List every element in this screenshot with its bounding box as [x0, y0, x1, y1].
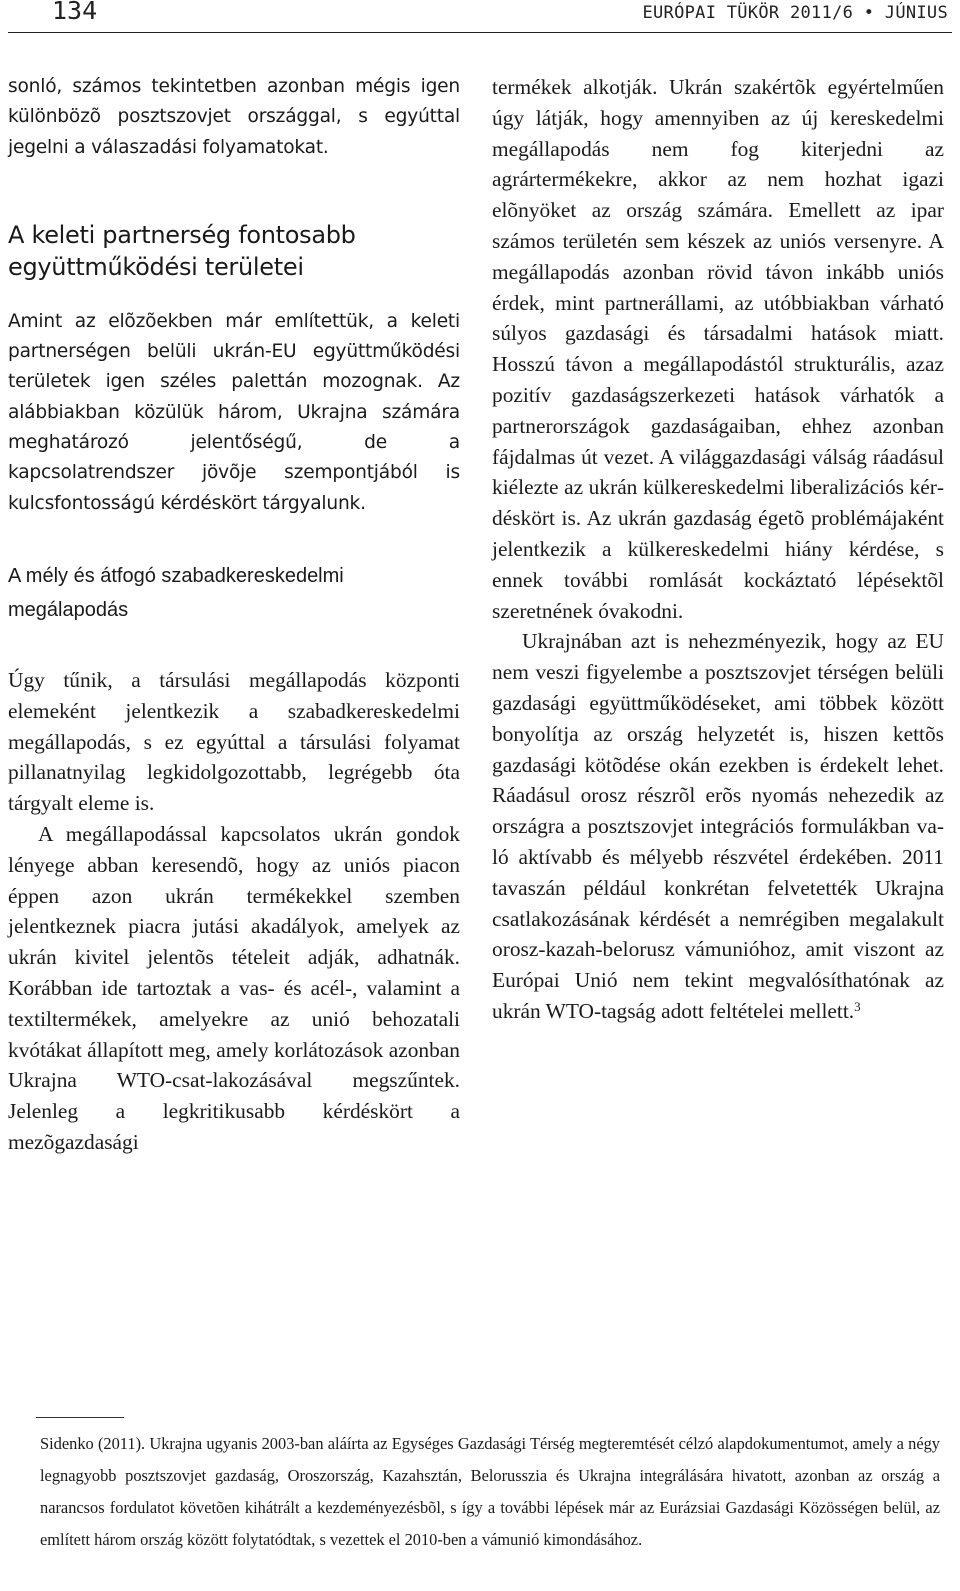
free-trade-paragraph-1: Úgy tűnik, a társulási megállapodás központi elemeként jelentkezik a szabadkereskedelmi megállapodás, s ez egyúttal a társulási folyamat pillanatnyilag legkidolgozottabb, legrégebb óta tárgyalt eleme is.: [8, 667, 460, 816]
free-trade-paragraph-2: A megállapodással kapcsolatos ukrán gondok lényege abban keresendõ, hogy az uniós piacon éppen azon ukrán termékekkel szemben jelentkeznek piacra jutási akadályok, amelyek az ukrán kivitel jelentõs tételeit adják, adhatnák. Korábban ide tartoztak a vas- és acél-, valamint a textiltermékek, amelyekre az unió behozatali kvótákat állapított meg, amely korlátozások azonban Ukrajna WTO-csat-lakozásával megszűntek. Jelenleg a legkritikusabb kérdéskört a mezõgazdasági: [8, 821, 460, 1154]
agriculture-paragraph: termékek alkotják. Ukrán szakértõk egyértelműen úgy látják, hogy amennyiben az új kereskedelmi megállapodás nem fog kiterjedni az agrártermékekre, akkor az nem hozhat igazi elõnyöket az ország számára. Emellett az ipar számos területén sem készek az uniós versenyre. A megállapodás azonban rövid távon inkább uniós érdek, mint partnerállami, az utóbbiakban várható súlyos gazdasági és társadalmi hatások miatt. Hosszú távon a megállapodástól strukturális, azaz pozitív gazdaságszerkezeti hatások várhatók a partnerországok gazdaságaiban, ehhez azonban fájdalmas út vezet. A világgazdasági válság ráadásul kiélezte az ukrán külkereskedelmi liberalizációs kérdéskört is. Az ukrán gazdaság égetõ problémájaként jelentkezik a külkereskedelmi hiány kérdése, s ennek további romlását kockáztató lépésektõl szeretnének óvakodni.: [492, 75, 944, 623]
areas-paragraph: Amint az elõzõekben már említettük, a keleti partnerségen belüli ukrán-EU együttműködési területek igen széles palettán mozognak. Az alábbiakban közülük három, Ukrajna számára meghatározó jelentőségű, de a kapcsolatrendszer jövõje szempontjából is kulcsfontosságú kérdéskört tárgyalunk.: [8, 310, 460, 514]
right-column: [492, 72, 944, 1027]
footnote-reference[interactable]: 3: [854, 998, 861, 1014]
post-soviet-paragraph: [492, 626, 944, 1026]
footnote-divider: [36, 1417, 124, 1418]
subsection-heading-free-trade: A mély és átfogó szabadkereskedelmi megálapodás: [8, 564, 344, 621]
intro-paragraph: sonló, számos tekintetben azonban mégis igen különbözõ posztszovjet országgal, s egyúttal jegelni a válaszadási folyamatokat.: [8, 76, 460, 158]
page-number: 134: [52, 0, 98, 25]
page-header: [8, 0, 952, 33]
left-column: [8, 72, 460, 1158]
section-heading-partnership-areas: A keleti partnerség fontosabb együttműködési területei: [8, 220, 356, 281]
journal-running-title: EURÓPAI TÜKÖR 2011/6 • JÚNIUS: [642, 3, 948, 23]
footnote-text: Sidenko (2011). Ukrajna ugyanis 2003-ban aláírta az Egységes Gazdasági Térség megteremtését célzó alapdokumentumot, amely a négy legnagyobb posztszovjet gazdaság, Oroszország, Kazahsztán, Belorusszia és Ukrajna integrálására hivatott, azonban az ország a narancsos fordulatot követõen kihátrált a kezdeményezésbõl, s így a további lépések már az Eurázsiai Gazdasági Közösségen belül, az említett három ország között folytatódtak, s vezettek el 2010-ben a vámunió kimondásához.: [40, 1434, 940, 1549]
post-soviet-text: Ukrajnában azt is nehezményezik, hogy az EU nem veszi figyelembe a posztszovjet térségen belüli gazdasági együttműködéseket, ami többek között bonyolítja az ország helyzetét is, hiszen kettõs gazdasági kötõdése okán ezekben is érdekelt lehet. Ráadásul orosz részrõl erõs nyomás nehezedik az országra a posztszovjet integrációs formulákban való aktívabb és mélyebb részvétel érdekében. 2011 tavaszán például konkrétan felvetették Ukrajna csatlakozásának kérdését a nemrégiben megalakult orosz-kazah-belorusz vámunióhoz, amit viszont az Európai Unió nem tekint megvalósíthatónak az ukrán WTO-tagság adott feltételei mellett.: [492, 629, 944, 1023]
